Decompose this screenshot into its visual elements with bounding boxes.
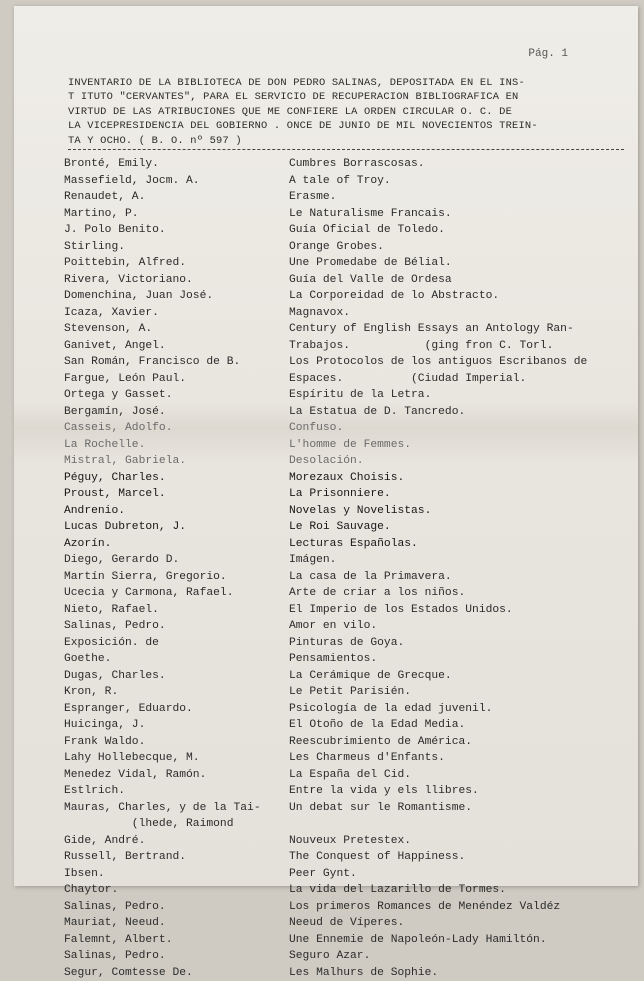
author-cell: Segur, Comtesse De. (64, 965, 289, 981)
inventory-row (64, 437, 639, 454)
author-cell: Rivera, Victoriano. (64, 272, 289, 289)
inventory-row (64, 882, 639, 899)
inventory-row (64, 503, 639, 520)
inventory-row (64, 206, 639, 223)
title-cell: The Conquest of Happiness. (289, 849, 639, 866)
inventory-row (64, 552, 639, 569)
inventory-row (64, 222, 639, 239)
title-cell: Cumbres Borrascosas. (289, 156, 639, 173)
title-cell: Lecturas Españolas. (289, 536, 639, 553)
author-cell: Mauras, Charles, y de la Tai- (64, 800, 289, 817)
title-cell: Pinturas de Goya. (289, 635, 639, 652)
inventory-row (64, 701, 639, 718)
title-cell: Peer Gynt. (289, 866, 639, 883)
inventory-row (64, 519, 639, 536)
inventory-row (64, 783, 639, 800)
title-cell: Une Ennemie de Napoleón-Lady Hamiltón. (289, 932, 639, 949)
header-divider (68, 149, 624, 150)
title-cell: Seguro Azar. (289, 948, 639, 965)
author-cell: Bronté, Emily. (64, 156, 289, 173)
author-cell: Ucecia y Carmona, Rafael. (64, 585, 289, 602)
header-line: TA Y OCHO. ( B. O. nº 597 ) (68, 134, 628, 148)
inventory-row (64, 338, 639, 355)
author-cell: Estlrich. (64, 783, 289, 800)
title-cell: A tale of Troy. (289, 173, 639, 190)
author-cell: Salinas, Pedro. (64, 899, 289, 916)
author-cell: Stirling. (64, 239, 289, 256)
title-cell: La vida del Lazarillo de Tormes. (289, 882, 639, 899)
title-cell: Los Protocolos de los antiguos Escribanos de (289, 354, 639, 371)
title-cell: Reescubrimiento de América. (289, 734, 639, 751)
author-cell: Goethe. (64, 651, 289, 668)
author-cell: La Rochelle. (64, 437, 289, 454)
header-line: T ITUTO "CERVANTES", PARA EL SERVICIO DE RECUPERACION BIBLIOGRAFICA EN (68, 90, 628, 104)
author-cell: Exposición. de (64, 635, 289, 652)
title-cell: Guía Oficial de Toledo. (289, 222, 639, 239)
inventory-row (64, 734, 639, 751)
title-cell: La España del Cid. (289, 767, 639, 784)
title-cell: Century of English Essays an Antology Ran- (289, 321, 639, 338)
title-cell: Les Malhurs de Sophie. (289, 965, 639, 981)
inventory-row (64, 486, 639, 503)
inventory-row (64, 321, 639, 338)
inventory-row (64, 948, 639, 965)
title-cell: Le Roi Sauvage. (289, 519, 639, 536)
inventory-row (64, 899, 639, 916)
inventory-row (64, 189, 639, 206)
author-cell: Russell, Bertrand. (64, 849, 289, 866)
author-cell: Salinas, Pedro. (64, 948, 289, 965)
inventory-row (64, 602, 639, 619)
title-cell: Imágen. (289, 552, 639, 569)
author-cell: Gide, André. (64, 833, 289, 850)
author-cell: Domenchina, Juan José. (64, 288, 289, 305)
inventory-row (64, 453, 639, 470)
title-cell: Erasme. (289, 189, 639, 206)
title-cell: Pensamientos. (289, 651, 639, 668)
author-cell: Casseis, Adolfo. (64, 420, 289, 437)
author-cell: Falemnt, Albert. (64, 932, 289, 949)
title-cell: Le Naturalisme Francais. (289, 206, 639, 223)
inventory-row (64, 585, 639, 602)
typewritten-page (14, 6, 638, 886)
author-cell: Mistral, Gabriela. (64, 453, 289, 470)
author-cell: San Román, Francisco de B. (64, 354, 289, 371)
inventory-row (64, 668, 639, 685)
author-cell: Martín Sierra, Gregorio. (64, 569, 289, 586)
author-cell: Dugas, Charles. (64, 668, 289, 685)
author-cell: Ortega y Gasset. (64, 387, 289, 404)
title-cell: Arte de criar a los niños. (289, 585, 639, 602)
title-cell: La Corporeidad de lo Abstracto. (289, 288, 639, 305)
author-cell: Salinas, Pedro. (64, 618, 289, 635)
inventory-list (64, 156, 639, 981)
author-cell: Lucas Dubreton, J. (64, 519, 289, 536)
author-cell: Péguy, Charles. (64, 470, 289, 487)
inventory-row (64, 717, 639, 734)
inventory-row (64, 569, 639, 586)
author-cell: Bergamín, José. (64, 404, 289, 421)
inventory-row (64, 915, 639, 932)
title-cell: Confuso. (289, 420, 639, 437)
title-cell: Los primeros Romances de Menéndez Valdéz (289, 899, 639, 916)
title-cell: Morezaux Choisis. (289, 470, 639, 487)
author-cell: Diego, Gerardo D. (64, 552, 289, 569)
title-cell: Espíritu de la Letra. (289, 387, 639, 404)
title-cell: Nouveux Pretestex. (289, 833, 639, 850)
header-line: INVENTARIO DE LA BIBLIOTECA DE DON PEDRO SALINAS, DEPOSITADA EN EL INS- (68, 76, 628, 90)
author-cell: Chaytor. (64, 882, 289, 899)
inventory-row (64, 305, 639, 322)
inventory-row (64, 866, 639, 883)
title-cell: Un debat sur le Romantisme. (289, 800, 639, 817)
author-cell: Andrenio. (64, 503, 289, 520)
title-cell: Une Promedabe de Bélial. (289, 255, 639, 272)
title-cell (289, 816, 639, 833)
header-line: LA VICEPRESIDENCIA DEL GOBIERNO . ONCE DE JUNIO DE MIL NOVECIENTOS TREIN- (68, 119, 628, 133)
inventory-row (64, 816, 639, 833)
author-cell: J. Polo Benito. (64, 222, 289, 239)
title-cell: La Prisonniere. (289, 486, 639, 503)
header-line: VIRTUD DE LAS ATRIBUCIONES QUE ME CONFIERE LA ORDEN CIRCULAR O. C. DE (68, 105, 628, 119)
title-cell: Les Charmeus d'Enfants. (289, 750, 639, 767)
inventory-row (64, 849, 639, 866)
inventory-row (64, 932, 639, 949)
title-cell: Neeud de Víperes. (289, 915, 639, 932)
title-cell: L'homme de Femmes. (289, 437, 639, 454)
author-cell: Poittebin, Alfred. (64, 255, 289, 272)
title-cell: Trabajos. (ging fron C. Torl. (289, 338, 639, 355)
inventory-row (64, 750, 639, 767)
title-cell: Magnavox. (289, 305, 639, 322)
inventory-row (64, 618, 639, 635)
author-cell: Lahy Hollebecque, M. (64, 750, 289, 767)
inventory-row (64, 420, 639, 437)
author-cell: Frank Waldo. (64, 734, 289, 751)
author-cell: Huicinga, J. (64, 717, 289, 734)
inventory-row (64, 173, 639, 190)
author-cell: Azorín. (64, 536, 289, 553)
inventory-header (68, 76, 628, 148)
inventory-row (64, 635, 639, 652)
inventory-row (64, 965, 639, 981)
title-cell: Guía del Valle de Ordesa (289, 272, 639, 289)
inventory-row (64, 684, 639, 701)
page-number: Pág. 1 (528, 48, 568, 60)
author-cell: Ganivet, Angel. (64, 338, 289, 355)
inventory-row (64, 255, 639, 272)
title-cell: Espaces. (Ciudad Imperial. (289, 371, 639, 388)
inventory-row (64, 288, 639, 305)
inventory-row (64, 156, 639, 173)
title-cell: Desolación. (289, 453, 639, 470)
author-cell: Mauriat, Neeud. (64, 915, 289, 932)
title-cell: Le Petit Parisién. (289, 684, 639, 701)
author-cell: Fargue, León Paul. (64, 371, 289, 388)
title-cell: La Estatua de D. Tancredo. (289, 404, 639, 421)
author-cell: Stevenson, A. (64, 321, 289, 338)
title-cell: Psicología de la edad juvenil. (289, 701, 639, 718)
inventory-row (64, 239, 639, 256)
inventory-row (64, 272, 639, 289)
author-cell: Nieto, Rafael. (64, 602, 289, 619)
author-cell: Kron, R. (64, 684, 289, 701)
inventory-row (64, 470, 639, 487)
author-cell: (lhede, Raimond (64, 816, 289, 833)
title-cell: El Imperio de los Estados Unidos. (289, 602, 639, 619)
title-cell: Novelas y Novelistas. (289, 503, 639, 520)
inventory-row (64, 404, 639, 421)
title-cell: Entre la vida y els llibres. (289, 783, 639, 800)
inventory-row (64, 651, 639, 668)
author-cell: Massefield, Jocm. A. (64, 173, 289, 190)
title-cell: El Otoño de la Edad Media. (289, 717, 639, 734)
author-cell: Ibsen. (64, 866, 289, 883)
author-cell: Martino, P. (64, 206, 289, 223)
title-cell: La casa de la Primavera. (289, 569, 639, 586)
inventory-row (64, 767, 639, 784)
author-cell: Espranger, Eduardo. (64, 701, 289, 718)
inventory-row (64, 800, 639, 817)
author-cell: Icaza, Xavier. (64, 305, 289, 322)
title-cell: Orange Grobes. (289, 239, 639, 256)
title-cell: La Cerámique de Grecque. (289, 668, 639, 685)
inventory-row (64, 833, 639, 850)
author-cell: Renaudet, A. (64, 189, 289, 206)
inventory-row (64, 354, 639, 371)
inventory-row (64, 387, 639, 404)
inventory-row (64, 536, 639, 553)
title-cell: Amor en vilo. (289, 618, 639, 635)
author-cell: Menedez Vidal, Ramón. (64, 767, 289, 784)
author-cell: Proust, Marcel. (64, 486, 289, 503)
inventory-row (64, 371, 639, 388)
